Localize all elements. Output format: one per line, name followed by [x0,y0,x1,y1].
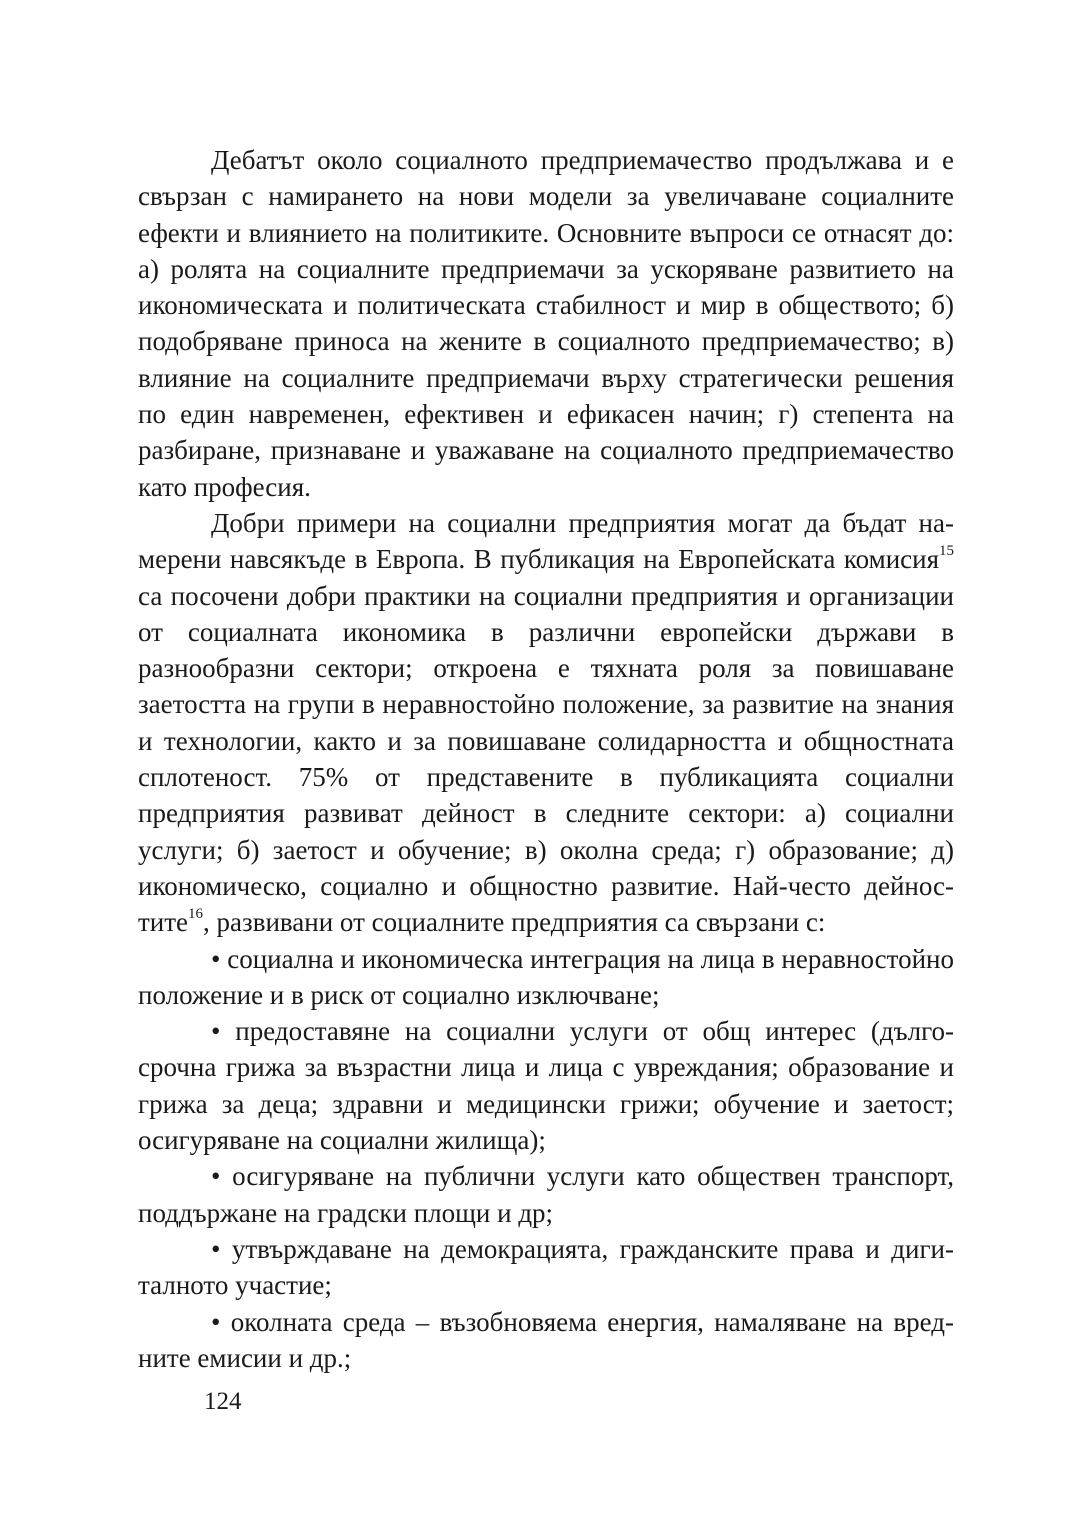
page-body [138,142,954,1376]
list-item-environment: • околната среда – възобновяема енергия, намаляване на вредните емисии и др.; [138,1306,954,1373]
paragraph-debate: Дебатът около социалното предприемачество продължава и е свързан с намирането на нови модели за увеличаване социалните ефекти и влиянието на политиките. Основните въпроси се отнасят до: а) ролята на социалните предприемачи за ускоряване развитието на икономическата и политическата стабилност и мир в обществото; б) подобряване приноса на жените в социалното предприемачество; в) влияние на социалните предприемачи върху стратегически решения по един навременен, ефективен и ефикасен начин; г) степента на разбиране, признаване и уважаване на социалното предприемачество като професия. [138,145,954,502]
list-item-integration: • социална и икономическа интеграция на лица в неравностойно положение и в риск от социално изключване; [138,943,954,1010]
list-item-public-services: • осигуряване на публични услуги като обществен транспорт, поддържане на градски площи и др; [138,1161,954,1228]
list-item-democracy: • утвърждаване на демокрацията, гражданските права и дигиталното участие; [138,1233,954,1301]
footnote-ref-16[interactable]: 16 [188,906,204,923]
paragraph-examples-text-3: , развивани от социалните предприятия са свързани с: [203,907,826,938]
paragraph-examples-text-1: Добри примери на социални предприятия могат да бъдат намерени навсякъде в Европа. В публикация на Европейската комисия [138,507,954,575]
footnote-ref-15[interactable]: 15 [939,543,954,560]
page-number: 124 [204,1388,242,1415]
list-item-social-services: • предоставяне на социални услуги от общ интерес (дългосрочна грижа за възрастни лица и лица с увреждания; образование и грижа за деца; здравни и медицински грижи; обучение и заетост; осигуряване на социални жилища); [138,1016,954,1156]
paragraph-examples-text-2: са посочени добри практики на социални предприятия и организации от социалната икономика в различни европейски държави в разнообразни сектори; откроена е тяхната роля за повишаване заетостта на групи в неравностойно положение, за развитие на знания и технологии, както и за повишаване солидарността и общностната сплотеност. 75% от представените в публикацията социални предприятия развиват дейност в следните сектори: а) социални услуги; б) заетост и обучение; в) околна среда; г) образование; д) икономическо, социално и общностно развитие. Най-често дейностите [138,580,954,938]
paragraph-examples [138,505,954,941]
